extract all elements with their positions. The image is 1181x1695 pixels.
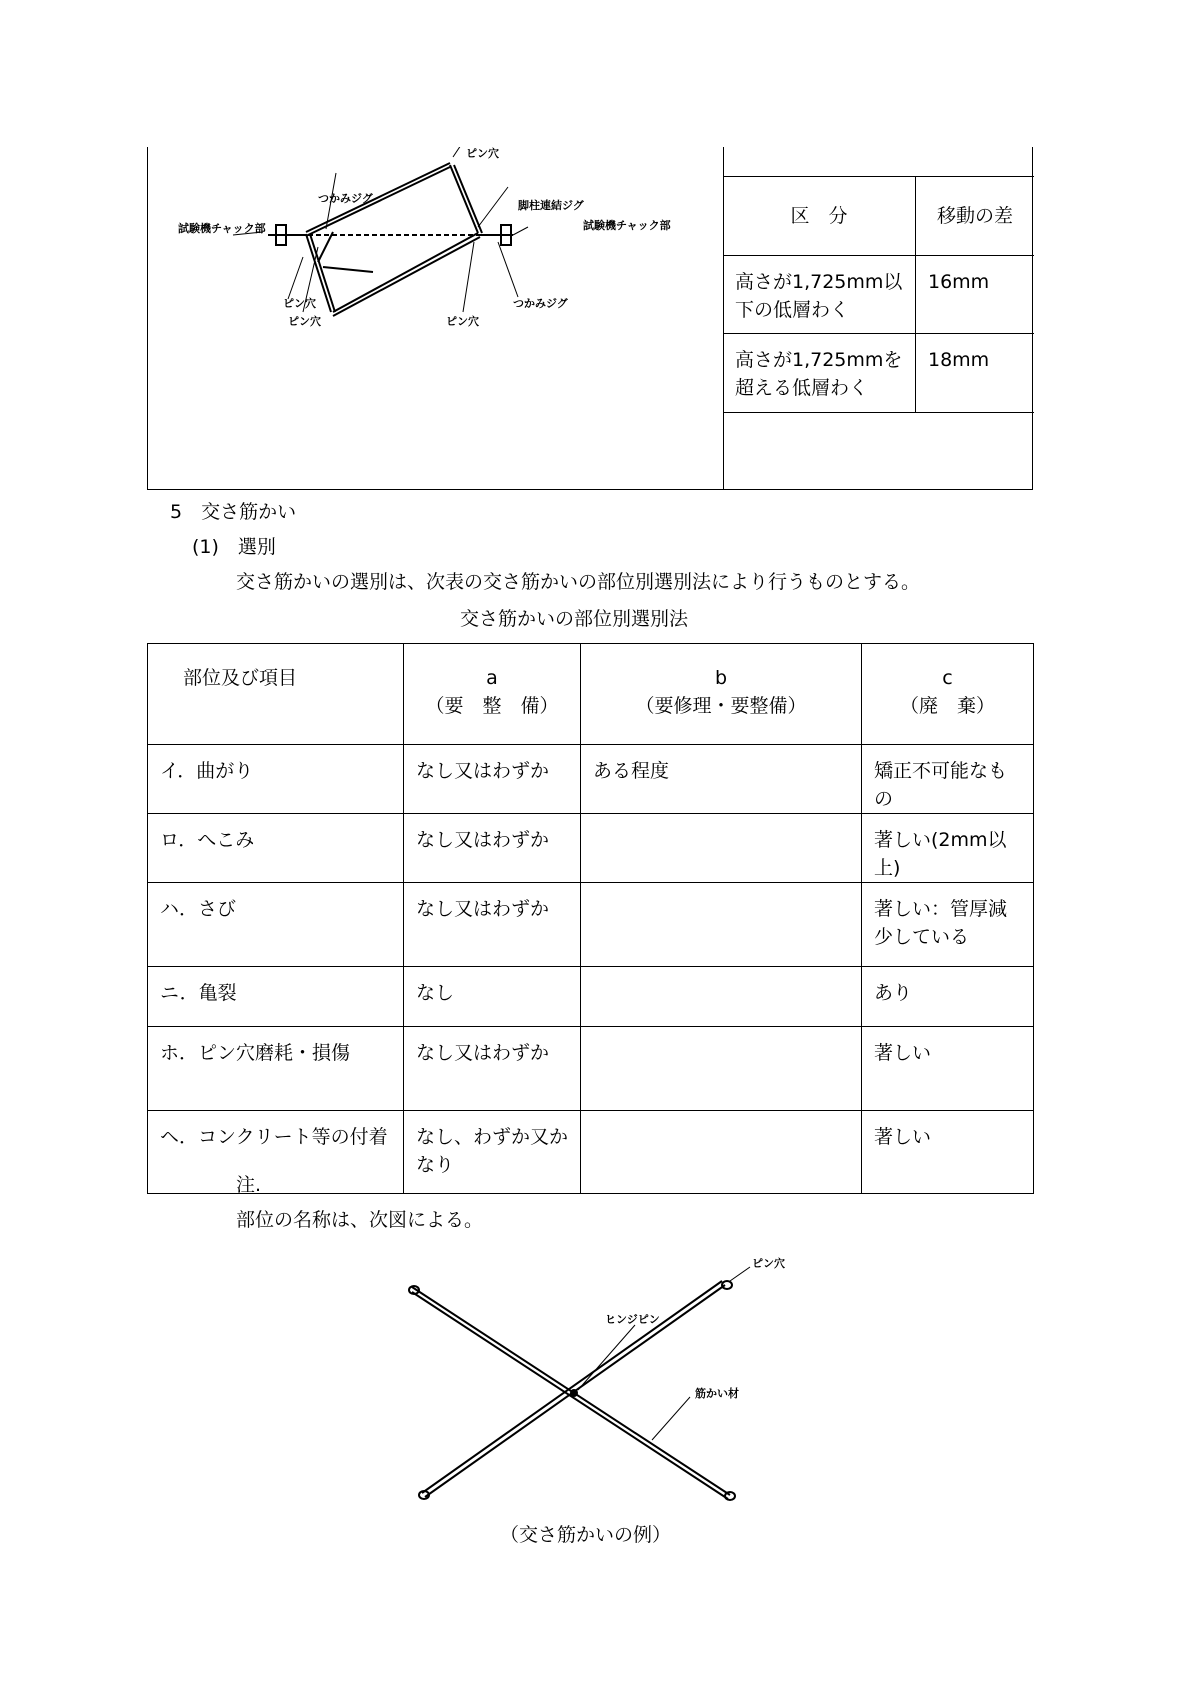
note-text: 部位の名称は、次図による。 (236, 1209, 484, 1231)
note-label: 注. (236, 1174, 262, 1196)
table-cell: 著しい (862, 1027, 1034, 1111)
table-cell: ある程度 (581, 745, 862, 814)
table-row (148, 1027, 1034, 1111)
header-cell (404, 644, 581, 745)
section-number: 5 (170, 501, 183, 523)
header-letter: c (942, 667, 953, 689)
table-row (148, 967, 1034, 1027)
table-cell: なし又はわずか (404, 814, 581, 883)
section-title: 交さ筋かい (201, 501, 297, 523)
header-sub: （要 整 備） (425, 695, 559, 717)
cross-brace-diagram (400, 1245, 790, 1505)
table-row (148, 1111, 1034, 1194)
selection-method-table (147, 643, 1034, 1194)
diagram-label: 筋かい材 (695, 1387, 739, 1400)
table-cell: なし、わずか又かなり (404, 1111, 581, 1194)
diagram-label: ピン穴 (446, 315, 479, 327)
diagram-label: つかみジグ (513, 297, 568, 310)
header-cell (862, 644, 1034, 745)
subsection-heading: (1) 選別 (192, 536, 276, 558)
header-cell: 部位及び項目 (148, 644, 404, 745)
table-cell: 16mm (916, 256, 1035, 334)
table-cell (581, 1111, 862, 1194)
table-cell: ニ．亀裂 (148, 967, 404, 1027)
table-cell (581, 883, 862, 967)
table-cell: ヘ．コンクリート等の付着 (148, 1111, 404, 1194)
table-row (148, 745, 1034, 814)
diagram-label: 試験機チャック部 (178, 222, 266, 235)
table-cell: なし又はわずか (404, 883, 581, 967)
table-title: 交さ筋かいの部位別選別法 (460, 608, 689, 630)
table-row (148, 814, 1034, 883)
table-row (148, 883, 1034, 967)
diagram-label: 試験機チャック部 (583, 219, 671, 232)
diagram-label: ピン穴 (752, 1257, 785, 1270)
table-cell: 高さが1,725mm以下の低層わく (723, 256, 916, 334)
section-heading (170, 497, 296, 524)
header-cell: 区 分 (723, 177, 916, 256)
header-letter: b (714, 667, 728, 689)
table-cell: ハ．さび (148, 883, 404, 967)
table-cell: 著しい：管厚減少している (862, 883, 1034, 967)
diagram-label: つかみジグ (318, 192, 373, 205)
table-cell: なし (404, 967, 581, 1027)
table-cell: 高さが1,725mmを超える低層わく (723, 334, 916, 413)
table-cell: 矯正不可能なもの (862, 745, 1034, 814)
diagram-label: 脚柱連結ジグ (518, 199, 584, 212)
header-cell (581, 644, 862, 745)
diagram-label: ピン穴 (283, 297, 316, 310)
table-cell (581, 967, 862, 1027)
header-sub: （要修理・要整備） (635, 695, 807, 717)
diagram-label: ピン穴 (288, 315, 321, 327)
table-cell: ホ．ピン穴磨耗・損傷 (148, 1027, 404, 1111)
table-cell: イ．曲がり (148, 745, 404, 814)
movement-difference-table (723, 176, 1034, 413)
table-cell: 著しい(2mm以上) (862, 814, 1034, 883)
figure-caption: （交さ筋かいの例） (500, 1524, 672, 1546)
table-cell: なし又はわずか (404, 1027, 581, 1111)
table-cell (581, 814, 862, 883)
table-cell: 18mm (916, 334, 1035, 413)
header-sub: （廃 棄） (899, 695, 995, 717)
paragraph: 交さ筋かいの選別は、次表の交さ筋かいの部位別選別法により行うものとする。 (236, 571, 921, 593)
header-letter: a (486, 667, 498, 689)
header-cell: 移動の差 (916, 177, 1035, 256)
table-cell: ロ．へこみ (148, 814, 404, 883)
diagram-label: ヒンジピン (605, 1313, 660, 1326)
frame-test-diagram (178, 147, 690, 327)
table-cell: なし又はわずか (404, 745, 581, 814)
diagram-label: ピン穴 (466, 147, 499, 160)
table-cell (581, 1027, 862, 1111)
table-cell: 著しい (862, 1111, 1034, 1194)
table-cell: あり (862, 967, 1034, 1027)
